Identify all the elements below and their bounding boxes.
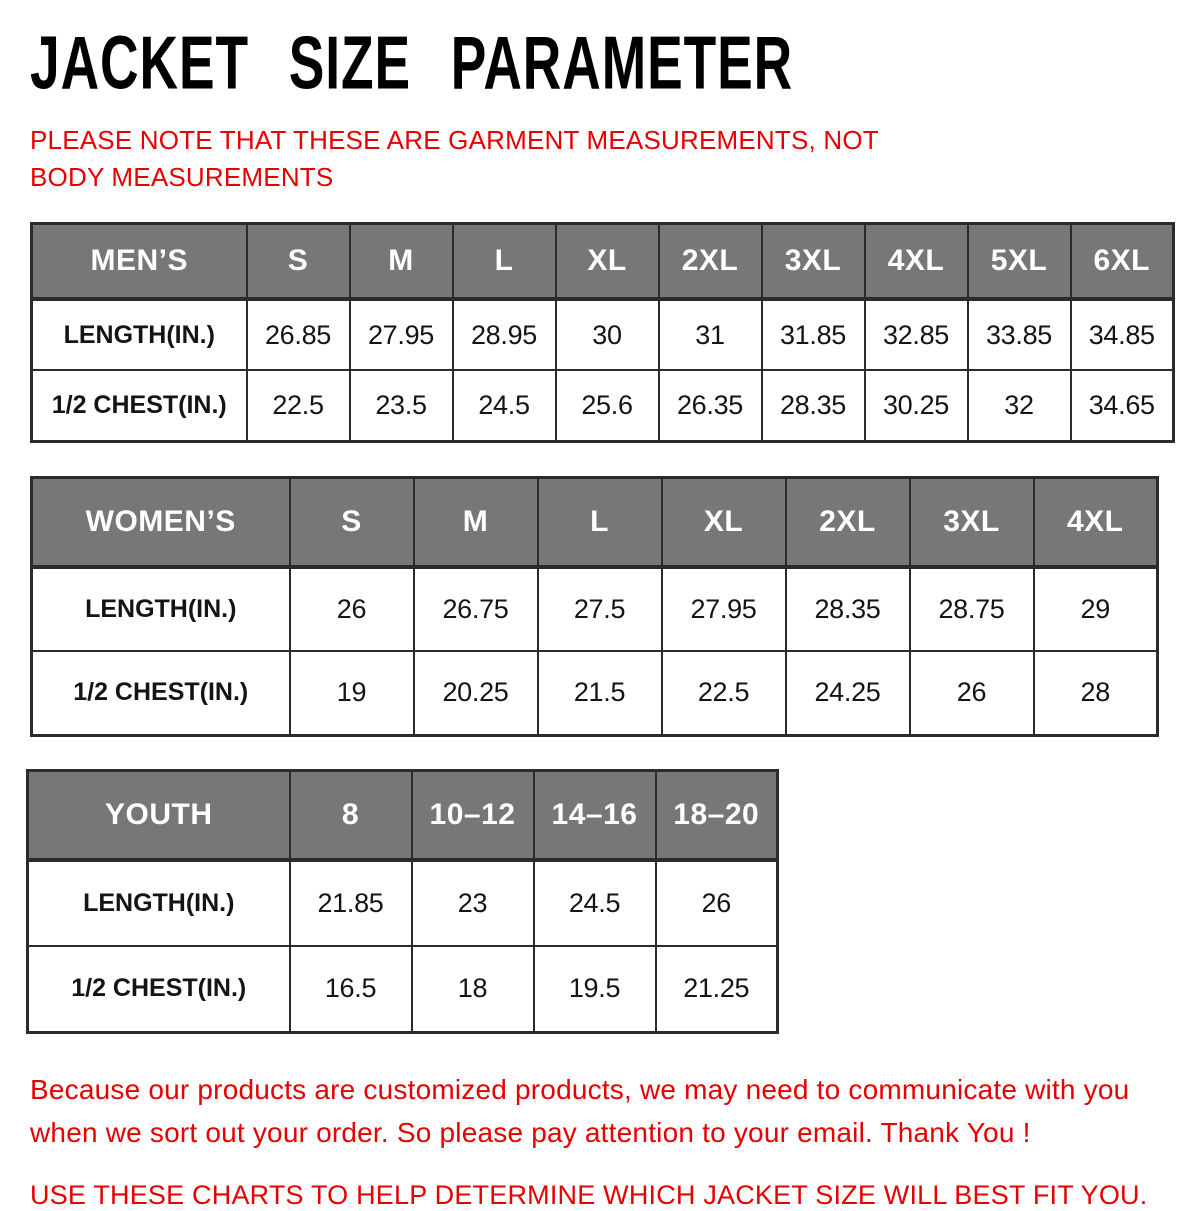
size-value-cell: 19 xyxy=(290,651,414,735)
size-value-cell: 21.85 xyxy=(290,860,412,946)
size-header-cell: 2XL xyxy=(659,223,762,299)
size-header-cell: 4XL xyxy=(1034,477,1158,567)
size-header-cell: M xyxy=(414,477,538,567)
size-value-cell: 23 xyxy=(412,860,534,946)
size-value-cell: 34.65 xyxy=(1071,370,1174,441)
size-value-cell: 26.35 xyxy=(659,370,762,441)
size-value-cell: 32 xyxy=(968,370,1071,441)
size-value-cell: 28.75 xyxy=(910,567,1034,651)
youth-size-table xyxy=(26,769,779,1034)
size-value-cell: 27.95 xyxy=(662,567,786,651)
size-header-cell: 5XL xyxy=(968,223,1071,299)
size-header-cell: 2XL xyxy=(786,477,910,567)
size-value-cell: 22.5 xyxy=(662,651,786,735)
size-value-cell: 26.75 xyxy=(414,567,538,651)
size-value-cell: 31.85 xyxy=(762,299,865,370)
size-value-cell: 19.5 xyxy=(534,946,656,1032)
row-label: 1/2 CHEST(IN.) xyxy=(32,370,247,441)
size-header-cell: 14–16 xyxy=(534,770,656,860)
size-value-cell: 27.95 xyxy=(350,299,453,370)
size-value-cell: 22.5 xyxy=(247,370,350,441)
size-value-cell: 31 xyxy=(659,299,762,370)
size-value-cell: 24.5 xyxy=(534,860,656,946)
size-value-cell: 27.5 xyxy=(538,567,662,651)
mens-header-row xyxy=(32,223,1174,299)
size-header-cell: 3XL xyxy=(910,477,1034,567)
size-value-cell: 30 xyxy=(556,299,659,370)
garment-measurement-note: PLEASE NOTE THAT THESE ARE GARMENT MEASUREMENTS, NOT BODY MEASUREMENTS xyxy=(30,124,879,192)
womens-header-row xyxy=(32,477,1158,567)
mens-table-title: MEN’S xyxy=(32,223,247,299)
size-header-cell: 3XL xyxy=(762,223,865,299)
size-header-cell: 18–20 xyxy=(656,770,778,860)
youth-header-row xyxy=(28,770,778,860)
size-header-cell: L xyxy=(538,477,662,567)
size-header-cell: M xyxy=(350,223,453,299)
size-value-cell: 26 xyxy=(656,860,778,946)
womens-table-title: WOMEN’S xyxy=(32,477,290,567)
mens-size-table xyxy=(30,222,1175,443)
row-label: LENGTH(IN.) xyxy=(28,860,290,946)
size-header-cell: 8 xyxy=(290,770,412,860)
youth-table-title: YOUTH xyxy=(28,770,290,860)
size-value-cell: 28.35 xyxy=(786,567,910,651)
size-header-cell: 10–12 xyxy=(412,770,534,860)
size-value-cell: 29 xyxy=(1034,567,1158,651)
size-value-cell: 16.5 xyxy=(290,946,412,1032)
size-value-cell: 26.85 xyxy=(247,299,350,370)
size-value-cell: 33.85 xyxy=(968,299,1071,370)
size-value-cell: 28.95 xyxy=(453,299,556,370)
size-header-cell: S xyxy=(247,223,350,299)
size-value-cell: 26 xyxy=(910,651,1034,735)
size-value-cell: 20.25 xyxy=(414,651,538,735)
page-title: JACKET SIZE PARAMETER xyxy=(30,20,794,106)
size-value-cell: 26 xyxy=(290,567,414,651)
womens-chest-row xyxy=(32,651,1158,735)
customization-note: Because our products are customized products, we may need to communicate with you when we sort out your order. So please pay attention to your email. Thank You ! xyxy=(30,1073,1130,1148)
row-label: LENGTH(IN.) xyxy=(32,299,247,370)
womens-length-row xyxy=(32,567,1158,651)
size-value-cell: 28.35 xyxy=(762,370,865,441)
size-header-cell: L xyxy=(453,223,556,299)
youth-length-row xyxy=(28,860,778,946)
size-header-cell: XL xyxy=(662,477,786,567)
size-header-cell: S xyxy=(290,477,414,567)
size-value-cell: 25.6 xyxy=(556,370,659,441)
mens-chest-row xyxy=(32,370,1174,441)
youth-chest-row xyxy=(28,946,778,1032)
size-value-cell: 28 xyxy=(1034,651,1158,735)
size-header-cell: XL xyxy=(556,223,659,299)
row-label: 1/2 CHEST(IN.) xyxy=(32,651,290,735)
row-label: 1/2 CHEST(IN.) xyxy=(28,946,290,1032)
size-value-cell: 21.25 xyxy=(656,946,778,1032)
size-value-cell: 32.85 xyxy=(865,299,968,370)
size-value-cell: 30.25 xyxy=(865,370,968,441)
size-value-cell: 24.25 xyxy=(786,651,910,735)
row-label: LENGTH(IN.) xyxy=(32,567,290,651)
womens-size-table xyxy=(30,476,1159,737)
chart-usage-instruction: USE THESE CHARTS TO HELP DETERMINE WHICH JACKET SIZE WILL BEST FIT YOU. xyxy=(30,1180,1148,1211)
size-value-cell: 18 xyxy=(412,946,534,1032)
size-header-cell: 6XL xyxy=(1071,223,1174,299)
size-value-cell: 34.85 xyxy=(1071,299,1174,370)
size-header-cell: 4XL xyxy=(865,223,968,299)
mens-length-row xyxy=(32,299,1174,370)
size-value-cell: 24.5 xyxy=(453,370,556,441)
size-value-cell: 21.5 xyxy=(538,651,662,735)
size-value-cell: 23.5 xyxy=(350,370,453,441)
